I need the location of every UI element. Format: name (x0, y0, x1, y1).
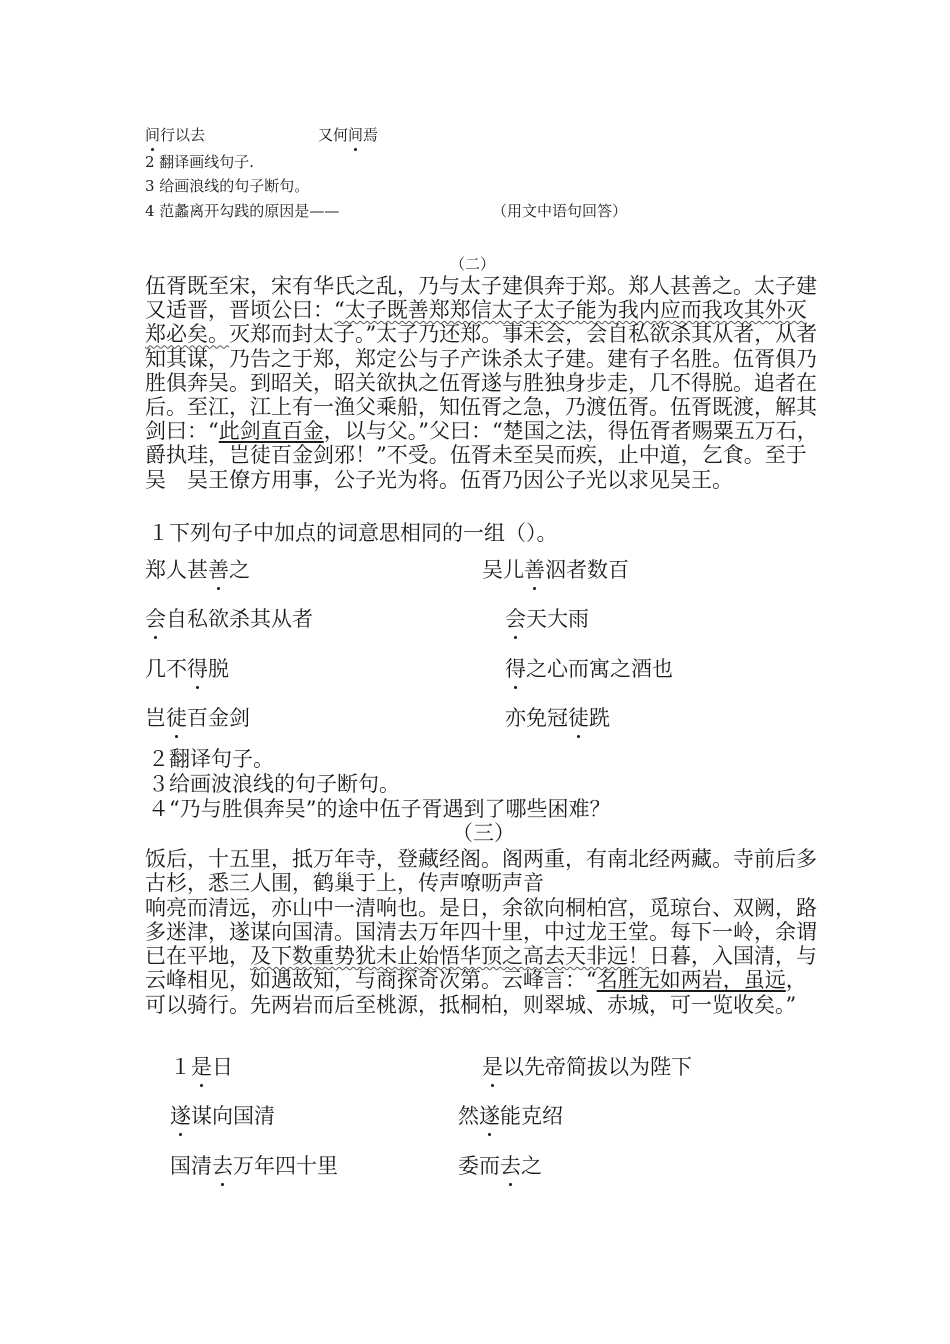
pair-3-right: 得之心而寓之酒也 (505, 657, 673, 681)
passage-3-line-1: 饭后，十五里，抵万年寺，登藏经阁。阁两重，有南北经两藏。寺前后多古杉，悉三人围，鹤巢于上，传声嘹呖声音 (145, 847, 817, 896)
passage-2 (145, 274, 820, 492)
p3-pair-1-left: １是日 (170, 1055, 233, 1079)
q1-item-b: 又何间焉 (318, 126, 379, 144)
pair-2-left: 会自私欲杀其从者 (145, 607, 313, 631)
pair-3-left: 几不得脱 (145, 657, 229, 681)
part2-question-2: ２翻译句子。 (148, 747, 274, 771)
part1-question-4: 4 范蠡离开勾践的原因是—— (145, 202, 340, 220)
pair-2-right: 会天大雨 (505, 607, 589, 631)
p3-pair-2-right: 然遂能克绍 (458, 1104, 563, 1128)
passage-3-wavy-sentence: 及下数重势犹未止始悟华顶之高去天非远！ (250, 944, 649, 969)
passage-2-text-5: ，以与父。”父曰：“楚国之法，得伍胥者赐粟五万石，爵执珪，岂徒百金剑邪！”不受。伍胥未至吴而疾，止中道，乞食。至于吴 吴王僚方用事，公子光为将。伍胥乃因公子光以求见吴王。 (145, 419, 818, 492)
passage-2-wavy-sentence: “太子既善郑郑信太子太子能为我内应而我攻其外灭郑必矣。 (145, 298, 807, 347)
part2-question-1: １下列句子中加点的词意思相同的一组（）。 (148, 521, 558, 545)
p3-pair-3-right: 委而去之 (458, 1154, 542, 1178)
part2-question-4: ４“乃与胜俱奔吴”的途中伍子胥遇到了哪些困难？ (148, 797, 611, 821)
part1-question-3: 3 给画浪线的句子断句。 (145, 177, 310, 195)
passage-3-text-4: 日暮，入国清，与云峰相见，如遇故知，与商探奇次第。云峰言：“ (145, 944, 817, 993)
passage-3-text-6: ，可以骑行。先两岩而后至桃源，抵桐柏，则翠城、赤城，可一览收矣。” (145, 968, 807, 1017)
section-heading-2: （二） (450, 255, 496, 273)
passage-3-text-2: 响亮而清远，亦山中一清响也。是日，余欲向桐柏宫，觅琼台、双阙，路多迷津，遂谋向国清。国清去万年四十里，中过龙王堂。每下一岭，余谓已在平地， (145, 895, 817, 969)
pair-1-right: 吴儿善泅者数百 (482, 558, 629, 582)
p3-pair-1-right: 是以先帝简拔以为陛下 (482, 1055, 692, 1079)
pair-4-right: 亦免冠徒跣 (505, 706, 610, 730)
q1-item-a: 间行以去 (145, 126, 206, 144)
pair-4-left: 岂徒百金剑 (145, 706, 250, 730)
passage-2-underlined-sentence: 此剑直百金 (218, 419, 324, 444)
section-heading-3: （三） (452, 821, 515, 845)
part1-question-4-note: （用文中语句回答） (492, 202, 628, 220)
passage-3 (145, 847, 820, 1017)
passage-3-underlined-sentence: 名胜无如两岩，虽远 (596, 968, 786, 993)
pair-1-left: 郑人甚善之 (145, 558, 250, 582)
part2-question-3: ３给画波浪线的句子断句。 (148, 772, 400, 796)
part1-question-2: 2 翻译画线句子. (145, 153, 255, 171)
passage-2-text-3: 灭郑而封太子。”太子乃还郑。事未会，会自私欲杀其从者，从者知其谋，乃告之于郑，郑定公与子产诛杀太子建。建有子名胜。伍胥俱乃胜俱奔吴。到昭关，昭关欲执之伍胥遂与胜独身步走，几不得脱。追者在后。至江，江上有一渔父乘船，知伍胥之急，乃渡伍胥。伍胥既渡，解其剑曰：“ (145, 322, 818, 444)
passage-2-text-1: 伍胥既至宋，宋有华氏之乱，乃与太子建俱奔于郑。郑人甚善之。太子建又适晋，晋顷公曰： (145, 274, 817, 323)
p3-pair-2-left: 遂谋向国清 (170, 1104, 275, 1128)
p3-pair-3-left: 国清去万年四十里 (170, 1154, 338, 1178)
